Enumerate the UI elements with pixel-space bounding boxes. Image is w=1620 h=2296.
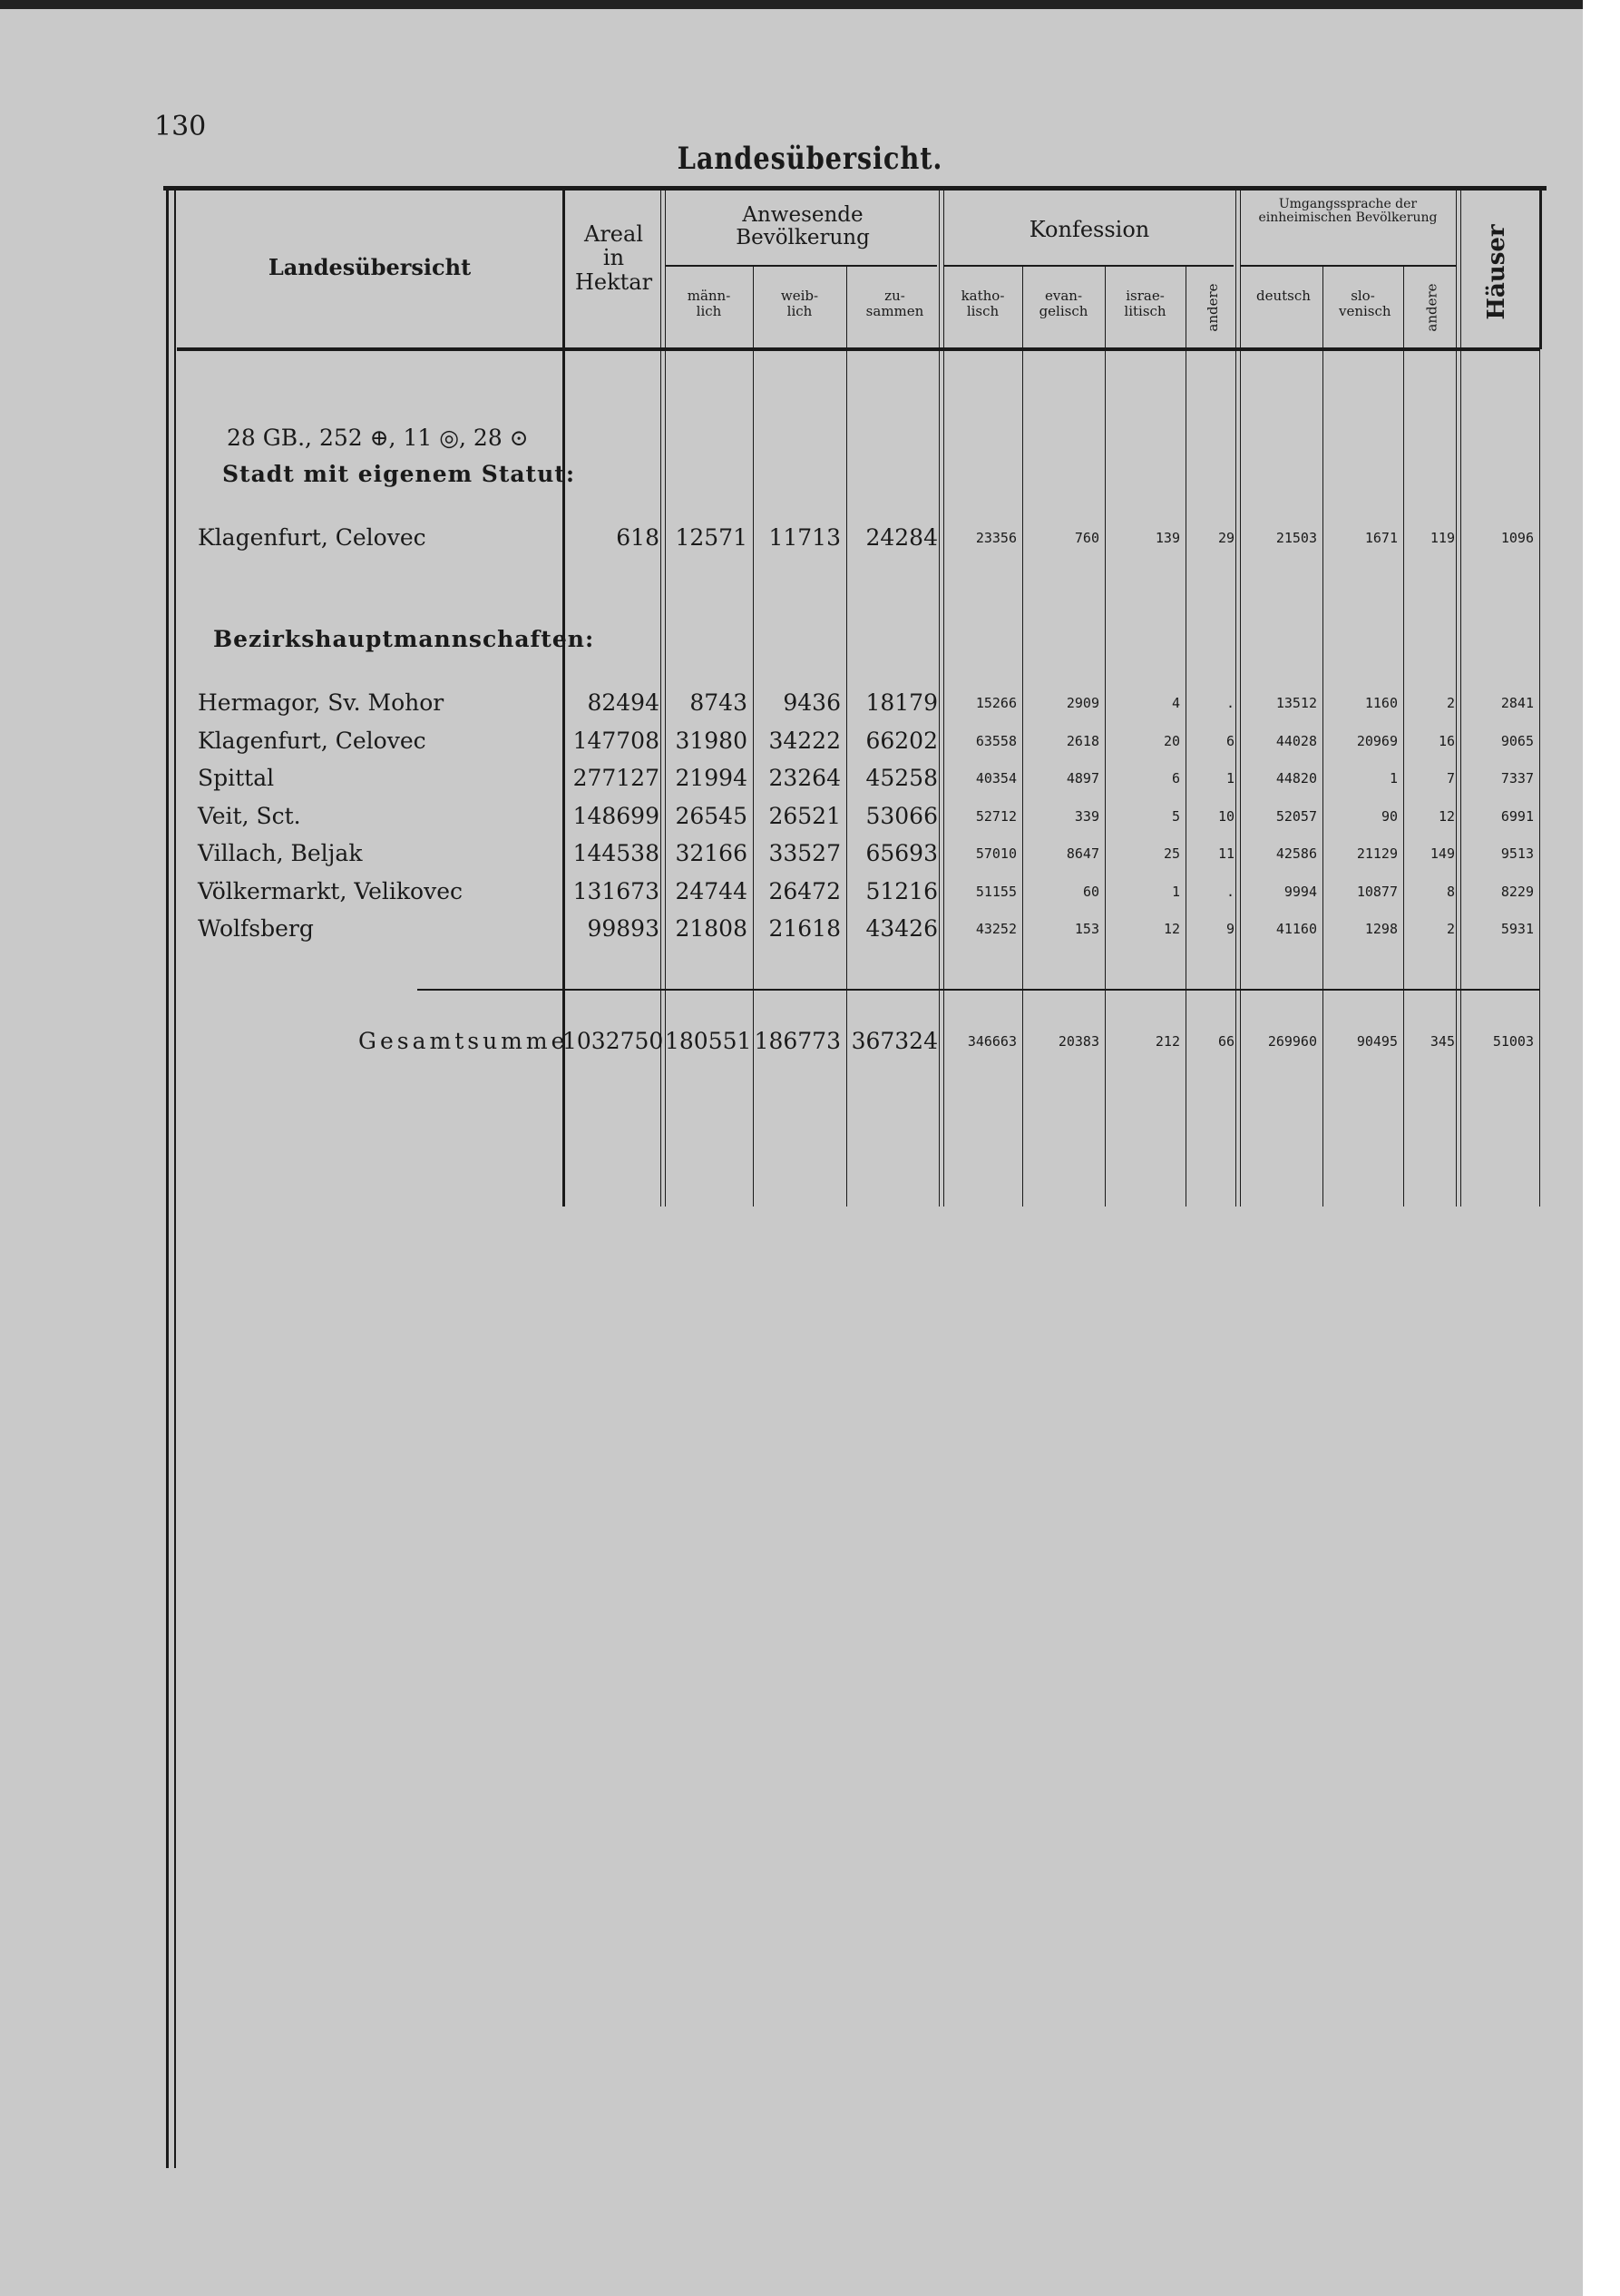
table-cell: 1160 [1364,695,1398,711]
table-cell: 1096 [1500,530,1534,546]
summary-line: 28 GB., 252 ⊕, 11 ◎, 28 ⊙ [227,425,529,451]
table-cell: 31980 [675,727,747,754]
table-cell: 51155 [975,883,1017,900]
table-cell: 7 [1446,770,1455,787]
table-cell: 18179 [865,689,938,716]
header-männlich: männ-lich [687,288,731,319]
table-cell: 149 [1430,845,1455,862]
table-cell: 345 [1430,1033,1455,1050]
row-name: Spittal [198,765,275,791]
table-cell: 26545 [675,802,747,829]
table-cell: 52712 [975,807,1017,825]
table-cell: 99893 [587,915,659,942]
table-cell: 90495 [1356,1033,1398,1050]
table-cell: 43252 [975,921,1017,937]
table-cell: 40354 [975,770,1017,787]
table-cell: 367324 [851,1028,938,1054]
table-cell: 65693 [865,840,938,866]
table-cell: 20383 [1058,1033,1099,1050]
table-cell: 9994 [1283,883,1317,900]
table-cell: 60 [1082,883,1099,900]
table-cell: 33527 [768,840,841,866]
header-israelitisch: israe-litisch [1124,288,1166,319]
table-cell: 4 [1171,695,1180,711]
table-cell: 8 [1446,883,1455,900]
header-areal: Areal in Hektar [574,221,653,295]
left-border [166,191,169,2168]
table-cell: 6 [1225,732,1235,749]
table-cell: 57010 [975,845,1017,862]
table-cell: 63558 [975,732,1017,749]
table-cell: 1298 [1364,921,1398,937]
table-cell: 2909 [1066,695,1099,711]
table-cell: 2 [1446,921,1455,937]
table-cell: 4897 [1066,770,1099,787]
table-cell: 11713 [768,524,841,551]
table-cell: 23356 [975,530,1017,546]
table-cell: 23264 [768,765,841,791]
header-slovenisch: slo-venisch [1339,288,1391,319]
header-bevoelkerung: Anwesende Bevölkerung [736,203,870,250]
subheader-rule [665,265,937,267]
row-name: Gesamtsumme [358,1028,569,1054]
table-cell: 20969 [1356,732,1398,749]
table-cell: 139 [1155,530,1180,546]
row-name: Klagenfurt, Celovec [198,727,426,754]
row-name: Veit, Sct. [198,802,301,829]
table-cell: 618 [616,524,659,551]
table-cell: 21129 [1356,845,1398,862]
table-cell: 186773 [754,1028,841,1054]
table-cell: 269960 [1267,1033,1317,1050]
header-name: Landesübersicht [268,254,472,280]
table-cell: 144538 [572,840,659,866]
table-cell: 8229 [1500,883,1534,900]
table-cell: 12 [1438,807,1455,825]
table-cell: 7337 [1500,770,1534,787]
scan-edge [0,0,1620,9]
table-cell: 53066 [865,802,938,829]
table-cell: 180551 [665,1028,752,1054]
table-cell: 11 [1217,845,1235,862]
table-cell: 66 [1217,1033,1235,1050]
table-cell: 339 [1074,807,1099,825]
table-cell: 1 [1225,770,1235,787]
table-cell: 147708 [572,727,659,754]
table-cell: 1 [1171,883,1180,900]
table-cell: 12 [1163,921,1180,937]
table-cell: 8647 [1066,845,1099,862]
table-cell: 1 [1389,770,1398,787]
table-cell: 10877 [1356,883,1398,900]
table-cell: 2 [1446,695,1455,711]
table-cell: 41160 [1275,921,1317,937]
table-cell: 21503 [1275,530,1317,546]
table-cell: 26521 [768,802,841,829]
table-cell: 24744 [675,877,747,904]
table-cell: 29 [1217,530,1235,546]
table-cell: 52057 [1275,807,1317,825]
row-name: Klagenfurt, Celovec [198,524,426,551]
row-name: Villach, Beljak [198,840,363,866]
table-cell: 5931 [1500,921,1534,937]
table-cell: 5 [1171,807,1180,825]
table-cell: 148699 [572,802,659,829]
row-name: Völkermarkt, Velikovec [198,877,464,904]
table-cell: . [1225,883,1235,900]
header-weiblich: weib-lich [780,288,819,319]
table-cell: 32166 [675,840,747,866]
table-cell: 43426 [865,915,938,942]
row-name: Hermagor, Sv. Mohor [198,689,444,716]
left-border [174,191,176,2168]
table-cell: 21994 [675,765,747,791]
header-andere: andere [1423,283,1440,332]
header-haeuser: Häuser [1483,224,1510,320]
table-cell: 90 [1381,807,1398,825]
table-cell: 12571 [675,524,747,551]
table-cell: 760 [1074,530,1099,546]
table-cell: 131673 [572,877,659,904]
header-deutsch: deutsch [1256,288,1311,304]
table-cell: 277127 [572,765,659,791]
table-cell: 44820 [1275,770,1317,787]
table-top-rule [163,186,1547,191]
table-cell: 9513 [1500,845,1534,862]
table-cell: 2618 [1066,732,1099,749]
table-cell: 346663 [967,1033,1017,1050]
section-heading-stadt: Stadt mit eigenem Statut: [222,461,576,487]
page-title: Landesübersicht. [677,141,943,177]
section-heading-bezirk: Bezirkshauptmannschaften: [213,626,595,652]
table-cell: 8743 [689,689,747,716]
header-evangelisch: evan-gelisch [1039,288,1088,319]
header-katholisch: katho-lisch [961,288,1005,319]
table-cell: 1032750 [562,1028,664,1054]
subheader-rule [943,265,1234,267]
total-rule [417,989,1539,991]
row-name: Wolfsberg [198,915,314,942]
table-cell: 13512 [1275,695,1317,711]
table-cell: 119 [1430,530,1455,546]
header-konfession: Konfession [1029,217,1150,242]
table-cell: 82494 [587,689,659,716]
table-cell: 20 [1163,732,1180,749]
header-bottom-rule [177,347,1539,351]
table-cell: 21808 [675,915,747,942]
table-cell: 9 [1225,921,1235,937]
table-cell: 42586 [1275,845,1317,862]
table-cell: 1671 [1364,530,1398,546]
table-cell: 34222 [768,727,841,754]
table-cell: 16 [1438,732,1455,749]
table-cell: 44028 [1275,732,1317,749]
table-cell: 6991 [1500,807,1534,825]
header-andere: andere [1205,283,1221,332]
table-cell: 212 [1155,1033,1180,1050]
table-cell: 9065 [1500,732,1534,749]
table-cell: 153 [1074,921,1099,937]
table-cell: . [1225,695,1235,711]
table-cell: 21618 [768,915,841,942]
table-cell: 26472 [768,877,841,904]
table-cell: 51003 [1492,1033,1534,1050]
page-number: 130 [154,111,207,142]
column-rule [1539,191,1540,1207]
table-cell: 24284 [865,524,938,551]
table-cell: 45258 [865,765,938,791]
header-sprache: Umgangssprache der einheimischen Bevölkerung [1258,197,1438,226]
table-cell: 66202 [865,727,938,754]
table-cell: 2841 [1500,695,1534,711]
table-cell: 15266 [975,695,1017,711]
header-zusammen: zu-sammen [865,288,924,319]
table-cell: 9436 [783,689,841,716]
scan-edge [1583,0,1620,2296]
table-cell: 25 [1163,845,1180,862]
table-cell: 51216 [865,877,938,904]
table-cell: 10 [1217,807,1235,825]
table-cell: 6 [1171,770,1180,787]
